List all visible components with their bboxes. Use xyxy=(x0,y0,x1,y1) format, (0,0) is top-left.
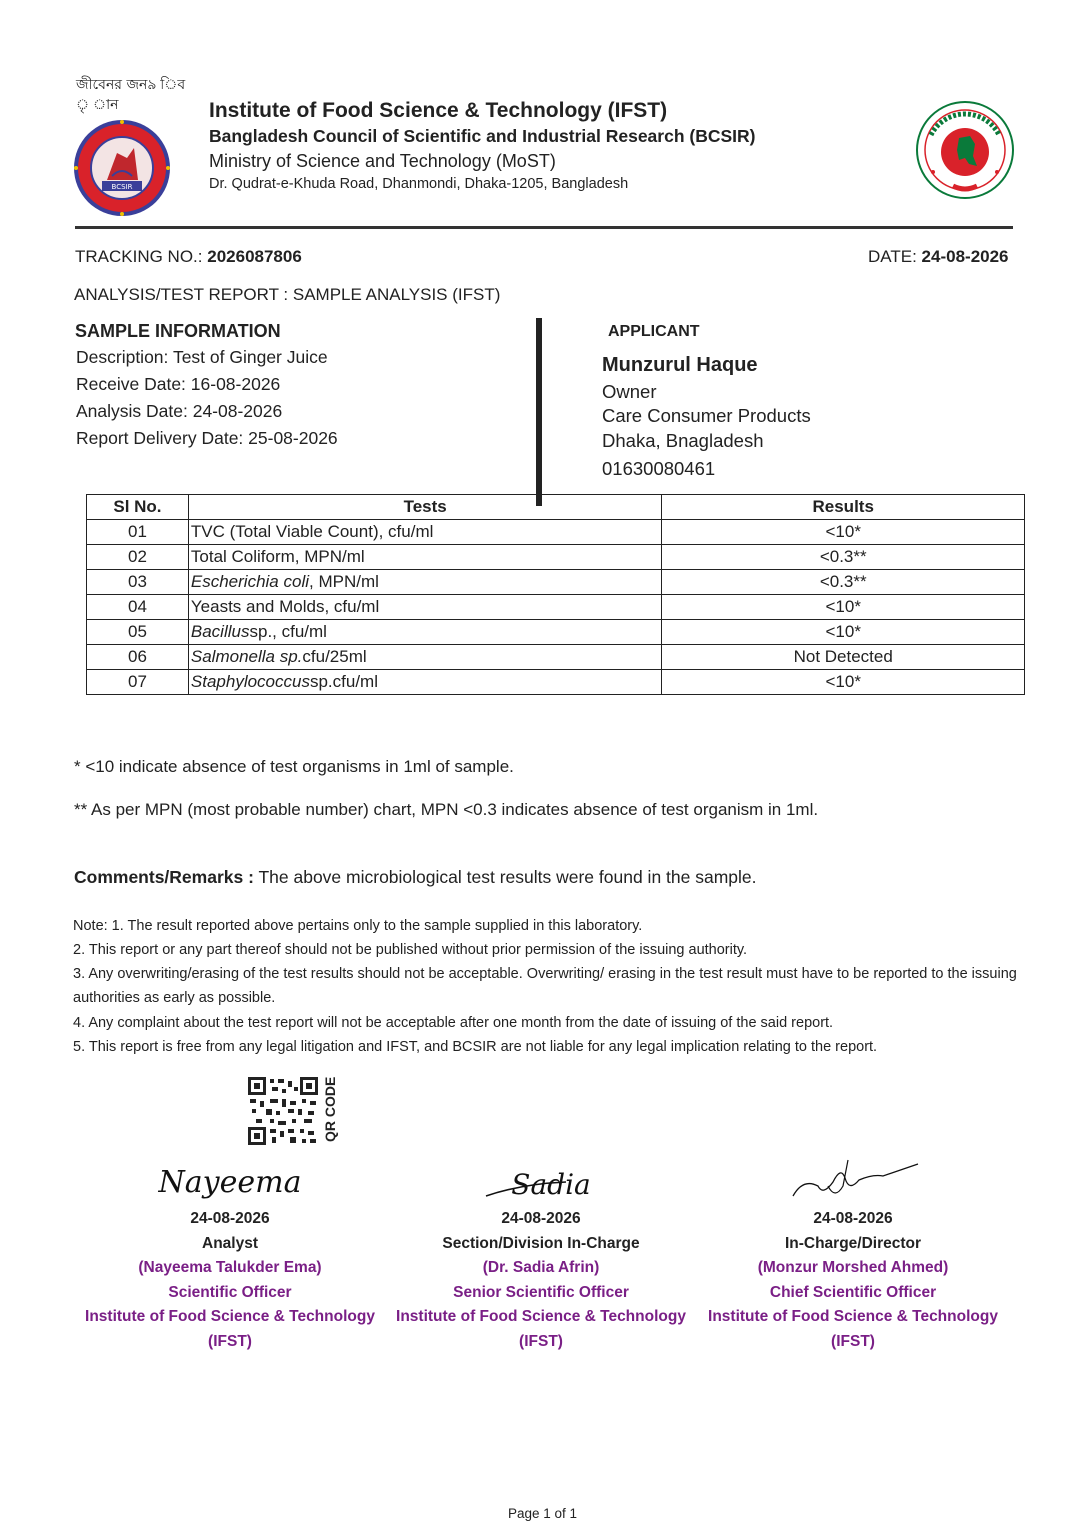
signature-block-section-incharge xyxy=(391,1156,691,1354)
row-sl: 06 xyxy=(87,645,189,670)
director-signature xyxy=(703,1156,1003,1202)
row-test xyxy=(188,570,662,595)
row-sl: 01 xyxy=(87,520,189,545)
bcsir-logo xyxy=(72,118,172,218)
section-divider xyxy=(536,318,542,506)
qr-code xyxy=(248,1077,318,1145)
tracking-number xyxy=(75,247,302,267)
svg-text:Sadia: Sadia xyxy=(511,1168,591,1201)
table-row xyxy=(87,595,1025,620)
table-header-row xyxy=(87,495,1025,520)
row-sl: 03 xyxy=(87,570,189,595)
director-org: Institute of Food Science & Technology xyxy=(708,1308,998,1325)
analyst-date: 24-08-2026 xyxy=(190,1210,270,1227)
svg-text:Nayeema: Nayeema xyxy=(158,1165,302,1200)
footnote-double-star: ** As per MPN (most probable number) chart, MPN <0.3 indicates absence of test organism in 1ml. xyxy=(74,800,819,819)
col-results: Results xyxy=(662,495,1025,520)
row-test xyxy=(188,595,662,620)
section-incharge-org-abbr: (IFST) xyxy=(519,1332,563,1350)
row-result: <10* xyxy=(662,520,1025,545)
tracking-label: TRACKING NO.: xyxy=(75,247,203,266)
director-name: (Monzur Morshed Ahmed) xyxy=(757,1259,949,1276)
row-result: <10* xyxy=(662,670,1025,695)
analyst-role: Analyst xyxy=(202,1234,258,1252)
institute-name: Institute of Food Science & Technology (IFST) xyxy=(209,99,668,122)
date-value: 24-08-2026 xyxy=(921,247,1009,266)
sample-info-heading: SAMPLE INFORMATION xyxy=(75,321,281,341)
section-incharge-title: Senior Scientific Officer xyxy=(453,1283,629,1301)
comments-text: The above microbiological test results were found in the sample. xyxy=(253,867,757,887)
col-sl-no: Sl No. xyxy=(87,495,189,520)
section-incharge-signature xyxy=(391,1156,691,1202)
table-row xyxy=(87,645,1025,670)
row-sl: 02 xyxy=(87,545,189,570)
row-result: <10* xyxy=(662,620,1025,645)
sample-receive-date: Receive Date: 16-08-2026 xyxy=(76,374,281,394)
section-incharge-date: 24-08-2026 xyxy=(501,1210,581,1227)
table-row xyxy=(87,670,1025,695)
note-5: 5. This report is free from any legal litigation and IFST, and BCSIR are not liable for any legal implication relating to the report. xyxy=(73,1039,878,1055)
director-title: Chief Scientific Officer xyxy=(769,1283,937,1301)
sample-description: Description: Test of Ginger Juice xyxy=(76,347,328,367)
test-organism: Bacillus xyxy=(190,622,250,641)
section-incharge-org: Institute of Food Science & Technology xyxy=(396,1308,686,1325)
note-1: Note: 1. The result reported above pertains only to the sample supplied in this laboratory. xyxy=(73,918,643,934)
test-organism: Staphylococcus xyxy=(190,672,310,691)
results-table xyxy=(86,494,1025,695)
signature-block-analyst xyxy=(80,1156,380,1354)
col-tests: Tests xyxy=(188,495,662,520)
bcsir-logo-text: BCSIR xyxy=(111,183,133,191)
row-sl: 04 xyxy=(87,595,189,620)
test-detail: sp.cfu/ml xyxy=(309,672,378,691)
sample-analysis-date: Analysis Date: 24-08-2026 xyxy=(76,401,283,421)
row-test xyxy=(188,620,662,645)
footnote-single-star: * <10 indicate absence of test organisms in 1ml of sample. xyxy=(74,757,514,776)
row-test xyxy=(188,520,662,545)
applicant-location: Dhaka, Bnagladesh xyxy=(602,430,764,451)
row-sl: 07 xyxy=(87,670,189,695)
comments-label: Comments/Remarks : xyxy=(74,867,254,887)
applicant-name: Munzurul Haque xyxy=(602,354,758,376)
report-date xyxy=(868,247,1009,267)
row-result: <0.3** xyxy=(662,545,1025,570)
test-detail: Total Coliform, MPN/ml xyxy=(190,547,365,566)
row-test xyxy=(188,645,662,670)
analyst-signature xyxy=(80,1156,380,1202)
note-3: 3. Any overwriting/erasing of the test results should not be acceptable. Overwriting/ erasing in the test result must have to be reported to the issuing authorities as early as possible. xyxy=(73,966,1017,1006)
table-row xyxy=(87,620,1025,645)
section-incharge-role: Section/Division In-Charge xyxy=(442,1234,640,1252)
applicant-role: Owner xyxy=(602,381,657,402)
table-row xyxy=(87,570,1025,595)
ministry-name: Ministry of Science and Technology (MoST) xyxy=(209,151,556,171)
bengali-slogan: জীবেনর জন৯ িব ৃ ান xyxy=(76,77,186,113)
tracking-value: 2026087806 xyxy=(207,247,302,266)
analyst-org-abbr: (IFST) xyxy=(208,1332,252,1350)
row-result: <0.3** xyxy=(662,570,1025,595)
institute-address: Dr. Qudrat-e-Khuda Road, Dhanmondi, Dhaka-1205, Bangladesh xyxy=(209,176,629,192)
note-2: 2. This report or any part thereof should not be published without prior permission of the issuing authority. xyxy=(73,942,748,958)
test-detail: , MPN/ml xyxy=(309,572,379,591)
director-org-abbr: (IFST) xyxy=(831,1332,875,1350)
test-detail: cfu/25ml xyxy=(302,647,367,666)
note-4: 4. Any complaint about the test report will not be acceptable after one month from the date of issuing of the said report. xyxy=(73,1015,834,1031)
signature-block-director xyxy=(703,1156,1003,1354)
row-result: <10* xyxy=(662,595,1025,620)
table-row xyxy=(87,545,1025,570)
row-sl: 05 xyxy=(87,620,189,645)
comments-remarks xyxy=(74,867,757,888)
sample-delivery-date: Report Delivery Date: 25-08-2026 xyxy=(76,428,338,448)
test-organism: Salmonella sp. xyxy=(190,647,303,666)
test-detail: TVC (Total Viable Count), cfu/ml xyxy=(190,522,434,541)
qr-code-label: QR CODE xyxy=(322,1076,338,1142)
analyst-name: (Nayeema Talukder Ema) xyxy=(138,1259,322,1276)
director-date: 24-08-2026 xyxy=(813,1210,893,1227)
section-incharge-name: (Dr. Sadia Afrin) xyxy=(482,1259,600,1276)
row-result: Not Detected xyxy=(662,645,1025,670)
director-role: In-Charge/Director xyxy=(784,1234,922,1252)
date-label: DATE: xyxy=(868,247,917,266)
applicant-heading: APPLICANT xyxy=(608,323,700,340)
analyst-title: Scientific Officer xyxy=(168,1283,292,1301)
row-test xyxy=(188,670,662,695)
table-row xyxy=(87,520,1025,545)
applicant-company: Care Consumer Products xyxy=(602,405,811,426)
header-divider xyxy=(75,226,1013,229)
council-name: Bangladesh Council of Scientific and Industrial Research (BCSIR) xyxy=(209,126,756,146)
test-detail: sp., cfu/ml xyxy=(249,622,327,641)
bangladesh-govt-seal xyxy=(915,100,1015,200)
test-detail: Yeasts and Molds, cfu/ml xyxy=(190,597,380,616)
report-title: ANALYSIS/TEST REPORT : SAMPLE ANALYSIS (IFST) xyxy=(74,285,501,304)
test-organism: Escherichia coli xyxy=(190,572,309,591)
applicant-phone: 01630080461 xyxy=(602,458,716,479)
page-number: Page 1 of 1 xyxy=(507,1506,578,1521)
row-test xyxy=(188,545,662,570)
analyst-org: Institute of Food Science & Technology xyxy=(85,1308,375,1325)
